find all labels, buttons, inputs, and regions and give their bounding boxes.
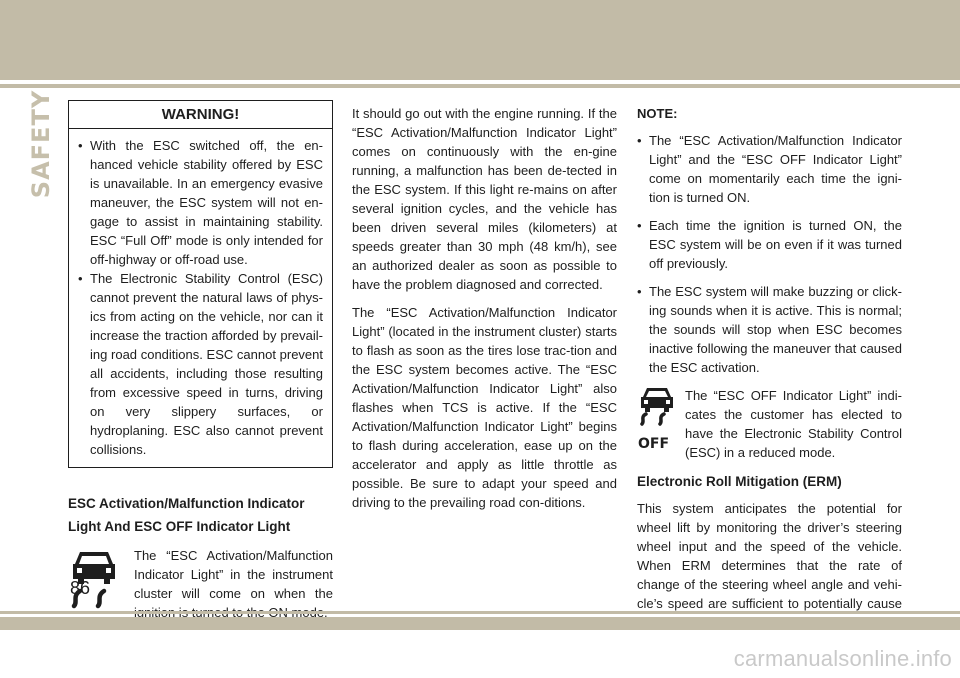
erm-text: This system anticipates the potential for wheel lift by monitoring the driver’s steering wheel input and the speed of the vehicle. When ERM determines that the rate of change of the steering wheel angle and vehi-cle’s speed are sufficient to potentially cause [637, 501, 902, 611]
watermark: carmanualsonline.info [733, 646, 952, 671]
note-item: • The “ESC Activation/Malfunction Indicator Light” and the “ESC OFF Indicator Light” come on momentarily each time the igni-tion is turned ON. [637, 131, 902, 207]
note-item: • The ESC system will make buzzing or click-ing sounds when it is active. This is normal; the sounds will stop when ESC becomes inactive following the maneuver that caused the ESC activation. [637, 282, 902, 377]
header-band [0, 0, 960, 80]
footer-rule [0, 611, 960, 614]
paragraph: It should go out with the engine running. If the “ESC Activation/Malfunction Indicator Light” comes on continuously with the en-gine running, a malfunction has been de-tected in the ESC system. If this light re-mains on after several ignition cycles, and the vehicle has been driven several miles (kilometers) at speeds greater than 30 mph (48 km/h), see an authorized dealer as soon as possible to have the problem diagnosed and corrected. [352, 106, 617, 292]
note-list [637, 131, 902, 377]
erm-heading: Electronic Roll Mitigation (ERM) [637, 474, 842, 489]
column-3 [637, 104, 902, 641]
section-tab [26, 89, 56, 199]
footer-band [0, 617, 960, 630]
page-number: 86 [70, 578, 91, 598]
note-item: • Each time the ignition is turned ON, the ESC system will be on even if it was turned off previously. [637, 216, 902, 273]
warning-item: • The Electronic Stability Control (ESC) cannot prevent the natural laws of phys-ics from acting on the vehicle, nor can it increase the traction afforded by prevail-ing road conditions. ESC cannot prevent all accidents, including those resulting from excessive speed in turns, driving on very slippery surfaces, or hydroplaning. ESC also cannot prevent collisions. [78, 269, 323, 459]
header-rule [0, 84, 960, 88]
paragraph: The “ESC Activation/Malfunction Indicator Light” (located in the instrument cluster) starts to flash as soon as the tires lose trac-tion and the ESC system becomes active. The “ESC Activation/Malfunction Indicator Light” also flashes when TCS is active. If the “ESC Activation/Malfunction Indicator Light” begins to flash during acceleration, ease up on the accelerator and apply as little throttle as possible. Be sure to adapt your speed and driving to the prevailing road con-ditions. [352, 305, 617, 510]
esc-activation-text: The “ESC Activation/Malfunction Indicator Light” in the instrument cluster will come on when the [134, 548, 333, 601]
warning-list [69, 129, 332, 467]
warning-box [68, 100, 333, 468]
section-title: SAFETY [27, 89, 55, 199]
column-1 [68, 100, 333, 622]
esc-off-icon-label: OFF [638, 436, 670, 452]
esc-section-heading: ESC Activation/Malfunction Indicator Light And ESC OFF Indicator Light [68, 496, 305, 534]
esc-off-icon [637, 386, 677, 438]
column-2 [352, 104, 617, 521]
esc-off-row [637, 386, 902, 462]
warning-item: • With the ESC switched off, the en-hanced vehicle stability offered by ESC is unavailable. In an emergency evasive maneuver, the ESC system will not en-gage to assist in maintaining stability. ESC “Full Off” mode is only intended for off-highway or off-road use. [78, 136, 323, 269]
esc-off-text: The “ESC OFF Indicator Light” indi-cates the customer has elected to have the Electronic Stability Control (ESC) in a reduced mode. [685, 388, 902, 460]
warning-title: WARNING! [69, 101, 332, 129]
note-label: NOTE: [637, 106, 678, 121]
